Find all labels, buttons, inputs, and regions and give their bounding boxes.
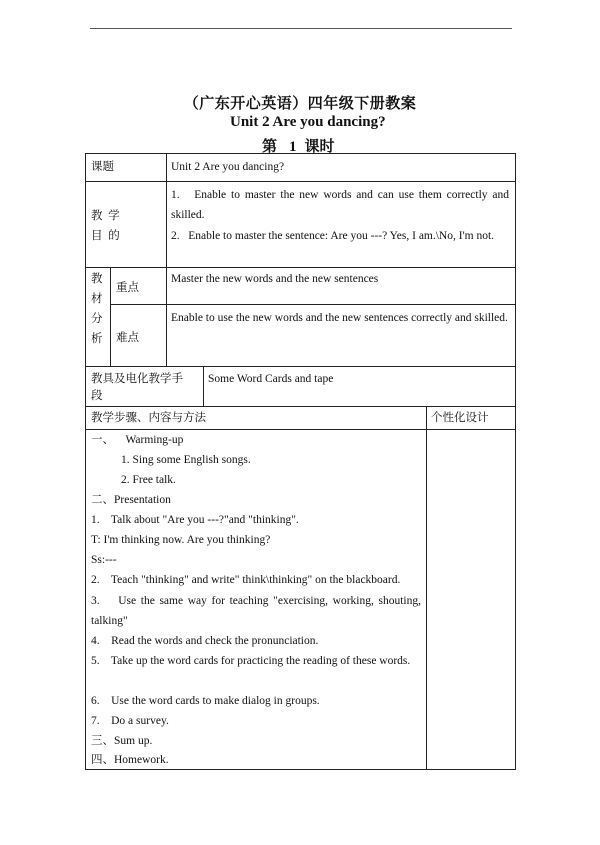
row-divider [85,366,516,367]
difficult-point-label: 难点 [116,332,139,344]
goal-item-1: 1. Enable to master the new words and can use them correctly and skilled. [171,189,512,221]
row-divider [110,304,516,305]
step-homework: 四、Homework. [91,754,169,766]
step-presentation-2: 2. Teach "thinking" and write" think\thinking" on the blackboard. [91,574,401,586]
step-warmup-1: 1. Sing some English songs. [121,454,251,466]
column-divider [110,267,111,366]
lesson-number: 1 [289,139,297,155]
topic-label: 课题 [91,161,114,173]
step-sumup: 三、Sum up. [91,735,153,747]
tools-label-line2: 段 [91,390,103,402]
goal-item-2: 2. Enable to master the sentence: Are you ---? Yes, I am.\No, I'm not. [171,230,495,242]
column-divider [426,406,427,770]
step-presentation-7: 7. Do a survey. [91,715,169,727]
step-presentation-3: 3. Use the same way for teaching "exercising, working, shouting, talking" [91,595,424,627]
step-presentation: 二、Presentation [91,494,171,506]
step-presentation-5: 5. Take up the word cards for practicing the reading of these words. [91,655,411,667]
goals-label-line1: 教 学 [91,210,120,222]
analysis-label-char: 材 [91,293,103,305]
document-title-cn: （广东开心英语）四年级下册教案 [183,96,417,112]
steps-header: 教学步骤、内容与方法 [91,412,206,424]
personalized-design-header: 个性化设计 [431,412,489,424]
lesson-prefix: 第 [262,139,278,155]
analysis-label-char: 分 [91,313,103,325]
step-presentation-6: 6. Use the word cards to make dialog in groups. [91,695,320,707]
row-divider [85,267,516,268]
step-presentation-1: 1. Talk about "Are you ---?"and "thinking". [91,514,299,526]
document-title-en: Unit 2 Are you dancing? [230,114,386,130]
step-presentation-1b: Ss:--- [91,554,117,566]
step-presentation-4: 4. Read the words and check the pronunciation. [91,635,319,647]
column-divider [203,366,204,406]
step-presentation-1a: T: I'm thinking now. Are you thinking? [91,534,271,546]
difficult-point-value: Enable to use the new words and the new sentences correctly and skilled. [171,312,508,324]
lesson-suffix: 课时 [304,139,335,155]
tools-value: Some Word Cards and tape [208,373,334,385]
row-divider [85,181,516,182]
top-rule [90,28,512,29]
step-warmup-2: 2. Free talk. [121,474,176,486]
row-divider [85,406,516,407]
analysis-label-char: 教 [91,273,103,285]
step-warmup: 一、 Warming-up [91,434,184,446]
column-divider [166,267,167,366]
key-point-value: Master the new words and the new sentences [171,273,379,285]
goals-label-line2: 目 的 [91,230,120,242]
column-divider [166,153,167,267]
topic-value: Unit 2 Are you dancing? [171,161,285,173]
tools-label-line1: 教具及电化教学手 [91,373,183,385]
key-point-label: 重点 [116,282,139,294]
analysis-label-char: 析 [91,333,103,345]
